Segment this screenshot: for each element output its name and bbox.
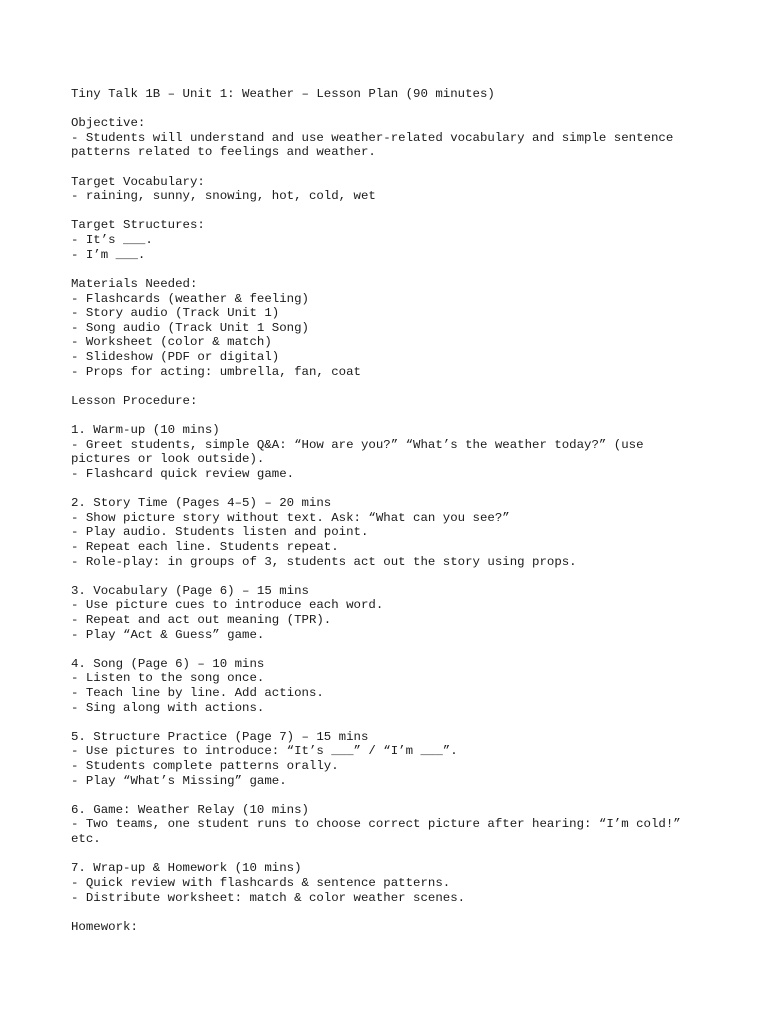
text-line: Tiny Talk 1B – Unit 1: Weather – Lesson Plan (90 minutes) — [71, 87, 495, 101]
text-line: - Flashcard quick review game. — [71, 466, 295, 481]
text-line: - Play “What’s Missing” game. — [71, 773, 287, 788]
text-line: 7. Wrap-up & Homework (10 mins) — [71, 861, 302, 876]
text-line: - Role-play: in groups of 3, students act out the story using props. — [71, 554, 577, 569]
text-line: patterns related to feelings and weather. — [71, 145, 376, 160]
text-line: 6. Game: Weather Relay (10 mins) — [71, 802, 309, 817]
text-line: Target Vocabulary: — [71, 174, 205, 189]
text-line: - Students will understand and use weather-related vocabulary and simple sentence — [71, 130, 674, 145]
blank-line — [71, 569, 751, 584]
text-line: - Distribute worksheet: match & color weather scenes. — [71, 890, 466, 905]
blank-line — [71, 905, 751, 920]
text-line: - Quick review with flashcards & sentence patterns. — [71, 875, 451, 890]
text-line: 2. Story Time (Pages 4–5) – 20 mins — [71, 496, 332, 511]
text-line: Objective: — [71, 116, 146, 131]
text-line: - Listen to the song once. — [71, 671, 265, 686]
text-line: - Props for acting: umbrella, fan, coat — [71, 364, 361, 379]
text-line: Lesson Procedure: — [71, 393, 198, 408]
text-line: Target Structures: — [71, 218, 205, 233]
text-line: - Song audio (Track Unit 1 Song) — [71, 320, 309, 335]
blank-line — [71, 379, 751, 394]
text-line: - Show picture story without text. Ask: “What can you see?” — [71, 510, 510, 525]
blank-line — [71, 715, 751, 730]
text-line: - Flashcards (weather & feeling) — [71, 291, 309, 306]
text-line: - Worksheet (color & match) — [71, 335, 272, 350]
text-line: - Use picture cues to introduce each word. — [71, 598, 384, 613]
text-line: - Teach line by line. Add actions. — [71, 685, 324, 700]
text-line: - I’m ___. — [71, 247, 146, 262]
blank-line — [71, 204, 751, 219]
text-line: 5. Structure Practice (Page 7) – 15 mins — [71, 729, 369, 744]
text-line: - Two teams, one student runs to choose correct picture after hearing: “I’m cold!” — [71, 817, 681, 832]
text-line: Materials Needed: — [71, 276, 198, 291]
text-line: - Play audio. Students listen and point. — [71, 525, 369, 540]
blank-line — [71, 262, 751, 277]
text-line: 4. Song (Page 6) – 10 mins — [71, 656, 265, 671]
text-line: Homework: — [71, 919, 138, 934]
text-line: - Slideshow (PDF or digital) — [71, 349, 280, 364]
blank-line — [71, 847, 751, 862]
text-line: - Sing along with actions. — [71, 700, 265, 715]
text-line: pictures or look outside). — [71, 452, 265, 467]
text-line: - raining, sunny, snowing, hot, cold, wet — [71, 189, 376, 204]
text-line: - Repeat each line. Students repeat. — [71, 539, 339, 554]
text-line: - Story audio (Track Unit 1) — [71, 306, 280, 321]
text-line: - Greet students, simple Q&A: “How are you?” “What’s the weather today?” (use — [71, 437, 644, 452]
blank-line — [71, 408, 751, 423]
text-line: etc. — [71, 832, 101, 847]
text-line: - Repeat and act out meaning (TPR). — [71, 612, 332, 627]
lesson-plan-text — [71, 87, 751, 934]
text-line: - It’s ___. — [71, 233, 153, 248]
text-line: 3. Vocabulary (Page 6) – 15 mins — [71, 583, 309, 598]
blank-line — [71, 481, 751, 496]
text-line: - Students complete patterns orally. — [71, 759, 339, 774]
blank-line — [71, 102, 751, 117]
blank-line — [71, 160, 751, 175]
blank-line — [71, 642, 751, 657]
text-line: - Play “Act & Guess” game. — [71, 627, 265, 642]
text-line: - Use pictures to introduce: “It’s ___” / “I’m ___”. — [71, 744, 458, 759]
text-line: 1. Warm-up (10 mins) — [71, 423, 220, 438]
blank-line — [71, 788, 751, 803]
